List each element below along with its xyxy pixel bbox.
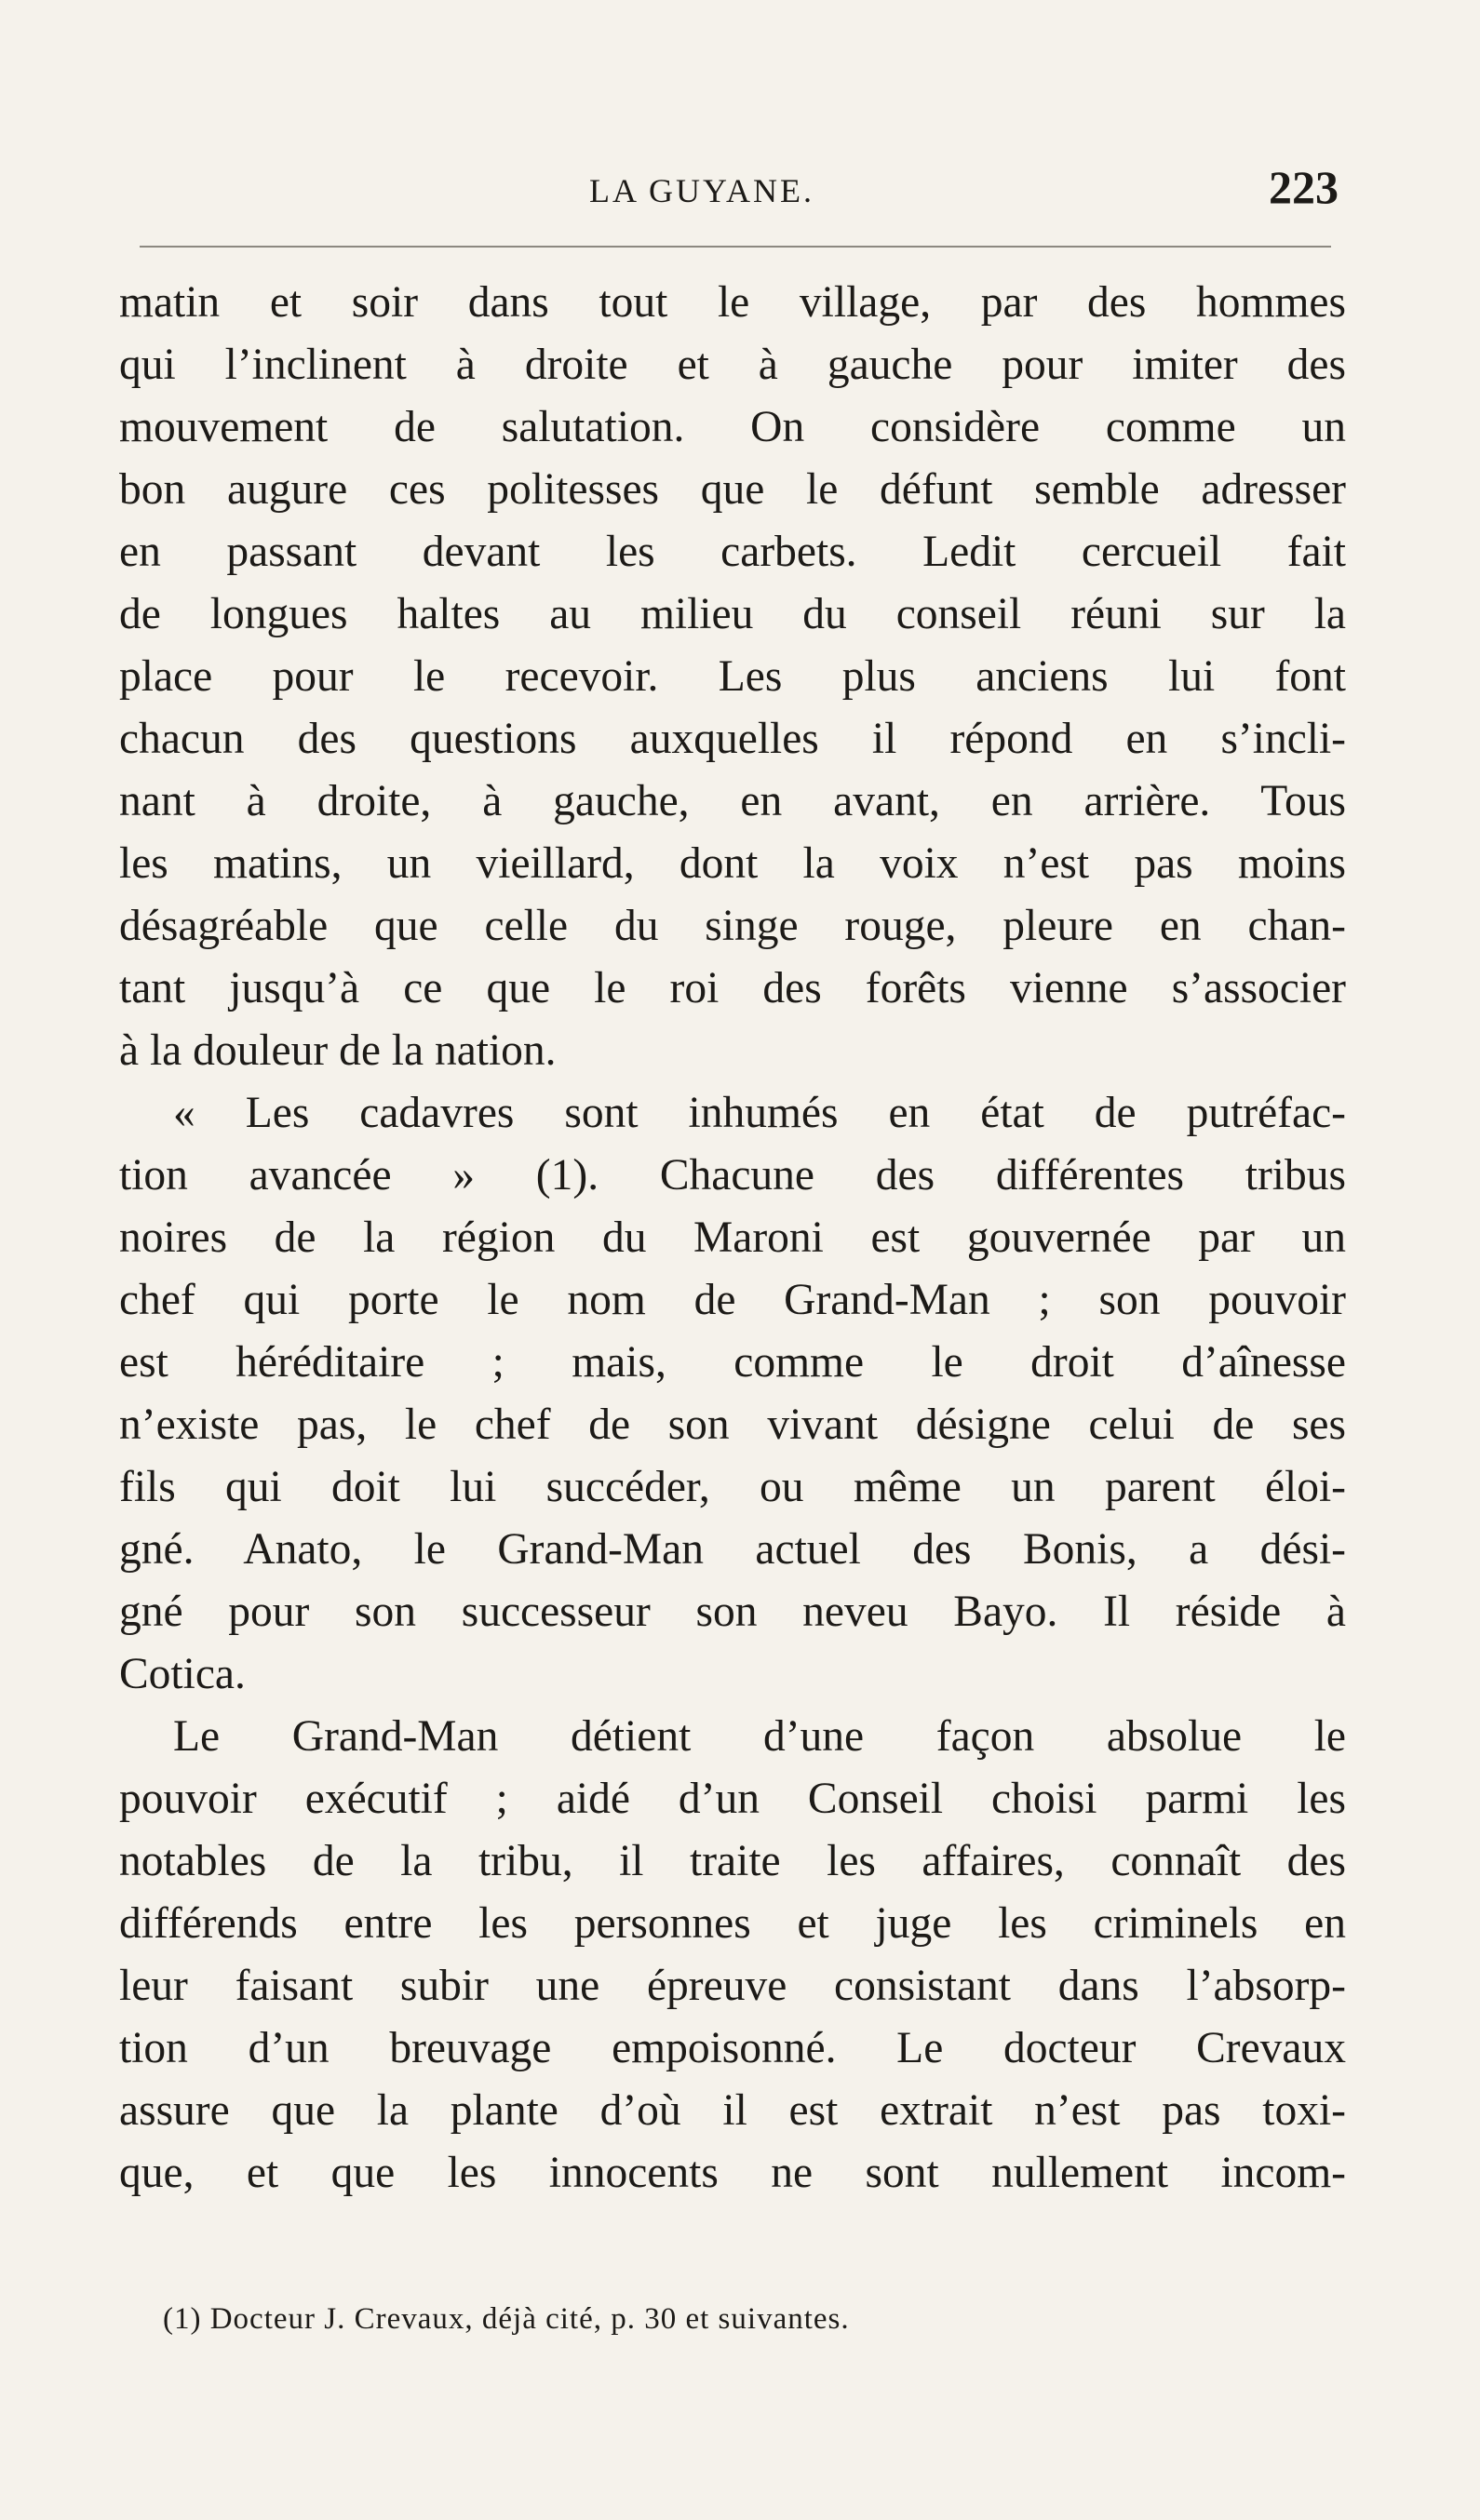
header-rule (140, 246, 1331, 248)
text-line: que, et que les innocents ne sont nullement incom- (119, 2149, 1346, 2197)
text-line: assure que la plante d’où il est extrait n’est pas toxi- (119, 2086, 1346, 2135)
text-line: leur faisant subir une épreuve consistant dans l’absorp- (119, 1962, 1346, 2010)
page-header (119, 156, 1348, 221)
footnote: (1) Docteur J. Crevaux, déjà cité, p. 30 et suivantes. (163, 2302, 850, 2336)
text-line: tion avancée » (1). Chacune des différentes tribus (119, 1151, 1346, 1200)
body-text (119, 272, 1346, 2205)
paragraph-3 (119, 1706, 1346, 2205)
text-line: notables de la tribu, il traite les affaires, connaît des (119, 1837, 1346, 1885)
text-line: est héréditaire ; mais, comme le droit d’aînesse (119, 1338, 1346, 1387)
text-line: de longues haltes au milieu du conseil réuni sur la (119, 590, 1346, 638)
text-line: à la douleur de la nation. (119, 1026, 557, 1075)
text-line: matin et soir dans tout le village, par des hommes (119, 278, 1346, 327)
text-line: gné. Anato, le Grand-Man actuel des Bonis, a dési- (119, 1525, 1346, 1574)
text-line: n’existe pas, le chef de son vivant désigne celui de ses (119, 1401, 1346, 1449)
text-line: mouvement de salutation. On considère comme un (119, 403, 1346, 451)
text-line: Cotica. (119, 1650, 246, 1698)
text-line: chacun des questions auxquelles il répond en s’incli- (119, 715, 1346, 763)
text-line: désagréable que celle du singe rouge, pleure en chan- (119, 902, 1346, 950)
text-line: en passant devant les carbets. Ledit cercueil fait (119, 528, 1346, 576)
paragraph-1 (119, 272, 1346, 1082)
text-line: fils qui doit lui succéder, ou même un parent éloi- (119, 1463, 1346, 1511)
text-line: nant à droite, à gauche, en avant, en arrière. Tous (119, 777, 1346, 825)
paragraph-2 (119, 1082, 1346, 1706)
running-title: LA GUYANE. (589, 172, 814, 209)
text-line: « Les cadavres sont inhumés en état de putréfac- (173, 1089, 1346, 1137)
text-line: Le Grand-Man détient d’une façon absolue le (173, 1712, 1346, 1761)
text-line: chef qui porte le nom de Grand-Man ; son pouvoir (119, 1276, 1346, 1324)
text-line: noires de la région du Maroni est gouvernée par un (119, 1213, 1346, 1262)
text-line: place pour le recevoir. Les plus anciens lui font (119, 652, 1346, 701)
text-line: pouvoir exécutif ; aidé d’un Conseil choisi parmi les (119, 1775, 1346, 1823)
text-line: gné pour son successeur son neveu Bayo. Il réside à (119, 1588, 1346, 1636)
text-line: qui l’inclinent à droite et à gauche pour imiter des (119, 341, 1346, 389)
text-line: bon augure ces politesses que le défunt semble adresser (119, 465, 1346, 514)
page-number: 223 (1269, 161, 1339, 213)
text-line: tant jusqu’à ce que le roi des forêts vienne s’associer (119, 964, 1346, 1012)
text-line: tion d’un breuvage empoisonné. Le docteur Crevaux (119, 2024, 1346, 2072)
text-line: différends entre les personnes et juge les criminels en (119, 1899, 1346, 1948)
text-line: les matins, un vieillard, dont la voix n’est pas moins (119, 839, 1346, 888)
